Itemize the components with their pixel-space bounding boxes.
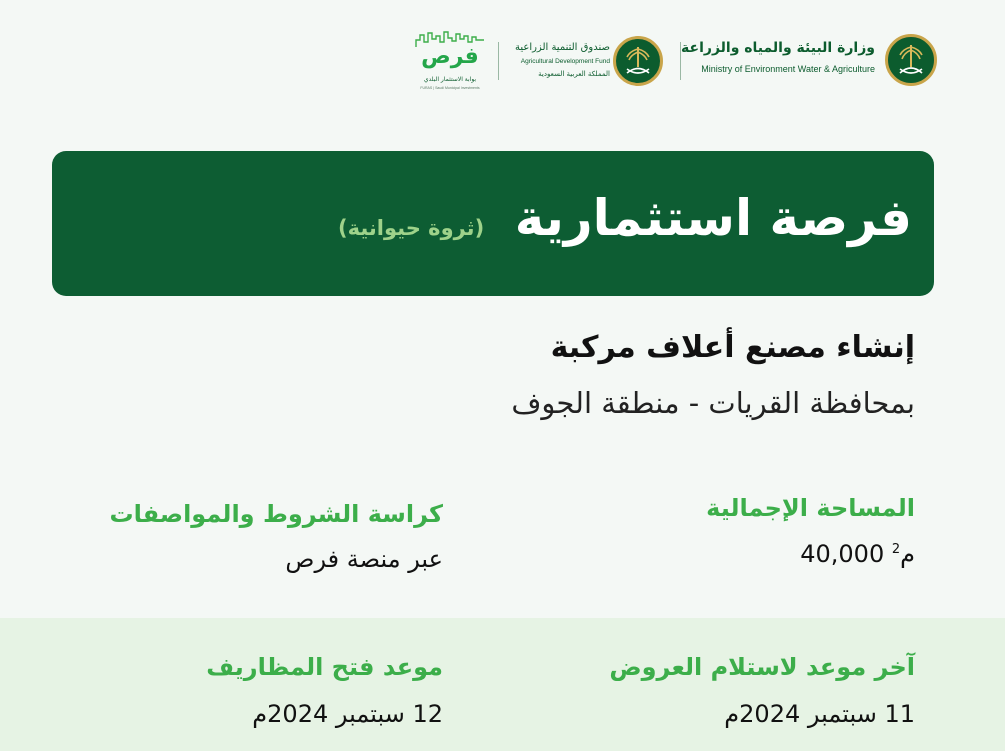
fund-emblem-icon [613,36,663,86]
ministry-name-en: Ministry of Environment Water & Agriculture [701,64,875,74]
ministry-name-ar: وزارة البيئة والمياه والزراعة [681,40,875,56]
total-area-value [800,540,915,568]
logo-divider [680,42,681,80]
bottom-background-band [0,618,1005,751]
project-name: إنشاء مصنع أعلاف مركبة [550,330,915,365]
project-location: بمحافظة القريات - منطقة الجوف [511,386,915,420]
submission-deadline-value: 11 سبتمبر 2024م [724,700,915,728]
area-unit [892,540,915,568]
envelope-opening-value: 12 سبتمبر 2024م [252,700,443,728]
specifications-label: كراسة الشروط والمواصفات [109,500,443,528]
envelope-opening-label: موعد فتح المظاريف [206,653,443,681]
header-logos [0,28,1005,98]
specifications-value: عبر منصة فرص [285,545,443,573]
furas-tagline-ar: بوابة الاستثمار البلدي [423,76,477,83]
area-number: 40,000 [800,540,885,568]
ministry-emblem-icon [885,34,937,86]
title-banner [52,151,934,296]
fund-country-ar: المملكة العربية السعودية [538,70,610,78]
fund-name-ar: صندوق التنمية الزراعية [514,42,610,53]
submission-deadline-label: آخر موعد لاستلام العروض [609,653,915,681]
furas-tagline-en: FURAS | Saudi Municipal Investments [420,86,480,90]
logo-divider [498,42,499,80]
banner-subtitle: (ثروة حيوانية) [338,216,485,240]
area-unit-text: م [900,540,915,568]
fund-name-en: Agricultural Development Fund [520,58,610,65]
area-unit-superscript: 2 [891,542,901,557]
total-area-label: المساحة الإجمالية [706,494,915,522]
furas-logo-word: فرص [421,44,479,69]
banner-title: فرصة استثمارية [514,189,912,247]
